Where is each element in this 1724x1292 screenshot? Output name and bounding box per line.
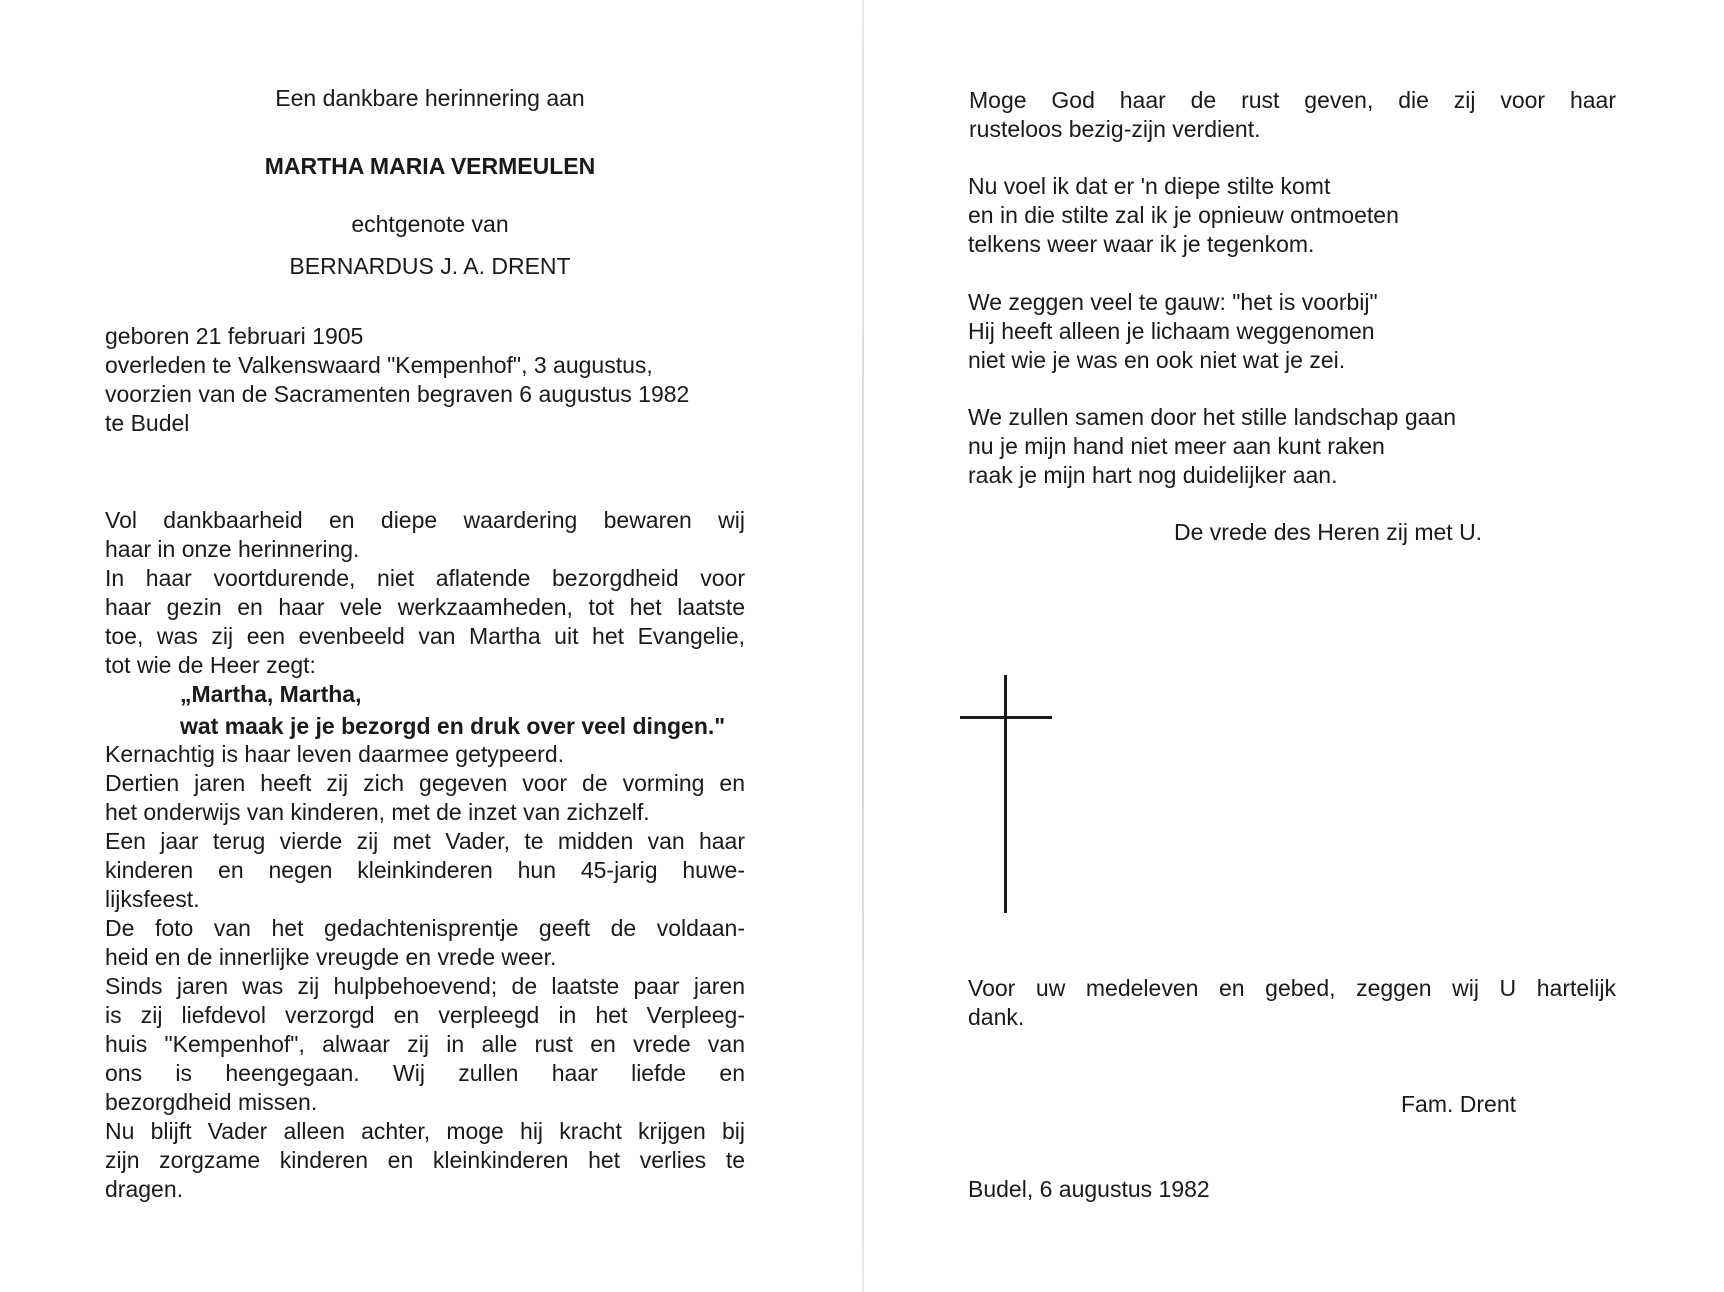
body-line: het onderwijs van kinderen, met de inzet van zichzelf. [105, 799, 650, 825]
body-line: huis "Kempenhof", alwaar zij in alle rust en vrede van [105, 1031, 745, 1057]
quote-line: „Martha, Martha, [180, 681, 362, 707]
body-line: Vol dankbaarheid en diepe waardering bewaren wij [105, 507, 745, 533]
right-page [862, 0, 1724, 1292]
signature: Fam. Drent [1401, 1091, 1517, 1117]
poem-line: raak je mijn hart nog duidelijker aan. [968, 462, 1338, 488]
poem-line: Nu voel ik dat er 'n diepe stilte komt [968, 173, 1331, 199]
thanks-line: Voor uw medeleven en gebed, zeggen wij U hartelijk [968, 975, 1616, 1001]
body-line: Kernachtig is haar leven daarmee getypeerd. [105, 741, 565, 767]
poem-line: en in die stilte zal ik je opnieuw ontmoeten [968, 202, 1399, 228]
poem-line: niet wie je was en ook niet wat je zei. [968, 347, 1346, 373]
body-line: haar in onze herinnering. [105, 536, 360, 562]
body-line: heid en de innerlijke vreugde en vrede weer. [105, 944, 557, 970]
body-line: kinderen en negen kleinkinderen hun 45-jarig huwe- [105, 857, 745, 883]
quote-line: wat maak je je bezorgd en druk over veel dingen." [180, 713, 726, 739]
body-line: Een jaar terug vierde zij met Vader, te midden van haar [105, 828, 745, 854]
body-line: lijksfeest. [105, 886, 200, 912]
cross-vertical-bar [1004, 675, 1007, 913]
thanks-line: dank. [968, 1004, 1025, 1030]
dates-line: te Budel [105, 410, 190, 436]
body-line: toe, was zij een evenbeeld van Martha uit het Evangelie, [105, 623, 745, 649]
dates-line: voorzien van de Sacramenten begraven 6 augustus 1982 [105, 381, 690, 407]
body-line: is zij liefdevol verzorgd en verpleegd in het Verpleeg- [105, 1002, 745, 1028]
poem-line: We zullen samen door het stille landschap gaan [968, 404, 1456, 430]
body-line: zijn zorgzame kinderen en kleinkinderen het verlies te [105, 1147, 745, 1173]
body-line: Nu blijft Vader alleen achter, moge hij kracht krijgen bij [105, 1118, 745, 1144]
blessing-line: De vrede des Heren zij met U. [1174, 519, 1483, 545]
poem-line: We zeggen veel te gauw: "het is voorbij" [968, 289, 1378, 315]
body-line: Dertien jaren heeft zij zich gegeven voor de vorming en [105, 770, 745, 796]
body-line: haar gezin en haar vele werkzaamheden, tot het laatste [105, 594, 745, 620]
poem-line: telkens weer waar ik je tegenkom. [968, 231, 1315, 257]
prayer-line: rusteloos bezig-zijn verdient. [969, 116, 1261, 142]
body-line: bezorgdheid missen. [105, 1089, 318, 1115]
dates-line: overleden te Valkenswaard "Kempenhof", 3 augustus, [105, 352, 653, 378]
body-line: tot wie de Heer zegt: [105, 652, 316, 678]
spouse-name: BERNARDUS J. A. DRENT [289, 253, 571, 279]
body-line: dragen. [105, 1176, 184, 1202]
deceased-name: MARTHA MARIA VERMEULEN [264, 153, 596, 179]
place-date: Budel, 6 augustus 1982 [968, 1176, 1210, 1202]
prayer-line: Moge God haar de rust geven, die zij voor haar [969, 87, 1616, 113]
body-line: ons is heengegaan. Wij zullen haar liefde en [105, 1060, 745, 1086]
body-line: De foto van het gedachtenisprentje geeft de voldaan- [105, 915, 745, 941]
body-line: Sinds jaren was zij hulpbehoevend; de laatste paar jaren [105, 973, 745, 999]
poem-line: Hij heeft alleen je lichaam weggenomen [968, 318, 1375, 344]
poem-line: nu je mijn hand niet meer aan kunt raken [968, 433, 1385, 459]
intro-line: Een dankbare herinnering aan [275, 85, 585, 111]
dates-line: geboren 21 februari 1905 [105, 323, 364, 349]
spouse-intro: echtgenote van [351, 211, 509, 237]
cross-horizontal-bar [960, 716, 1052, 719]
body-line: In haar voortdurende, niet aflatende bezorgdheid voor [105, 565, 745, 591]
